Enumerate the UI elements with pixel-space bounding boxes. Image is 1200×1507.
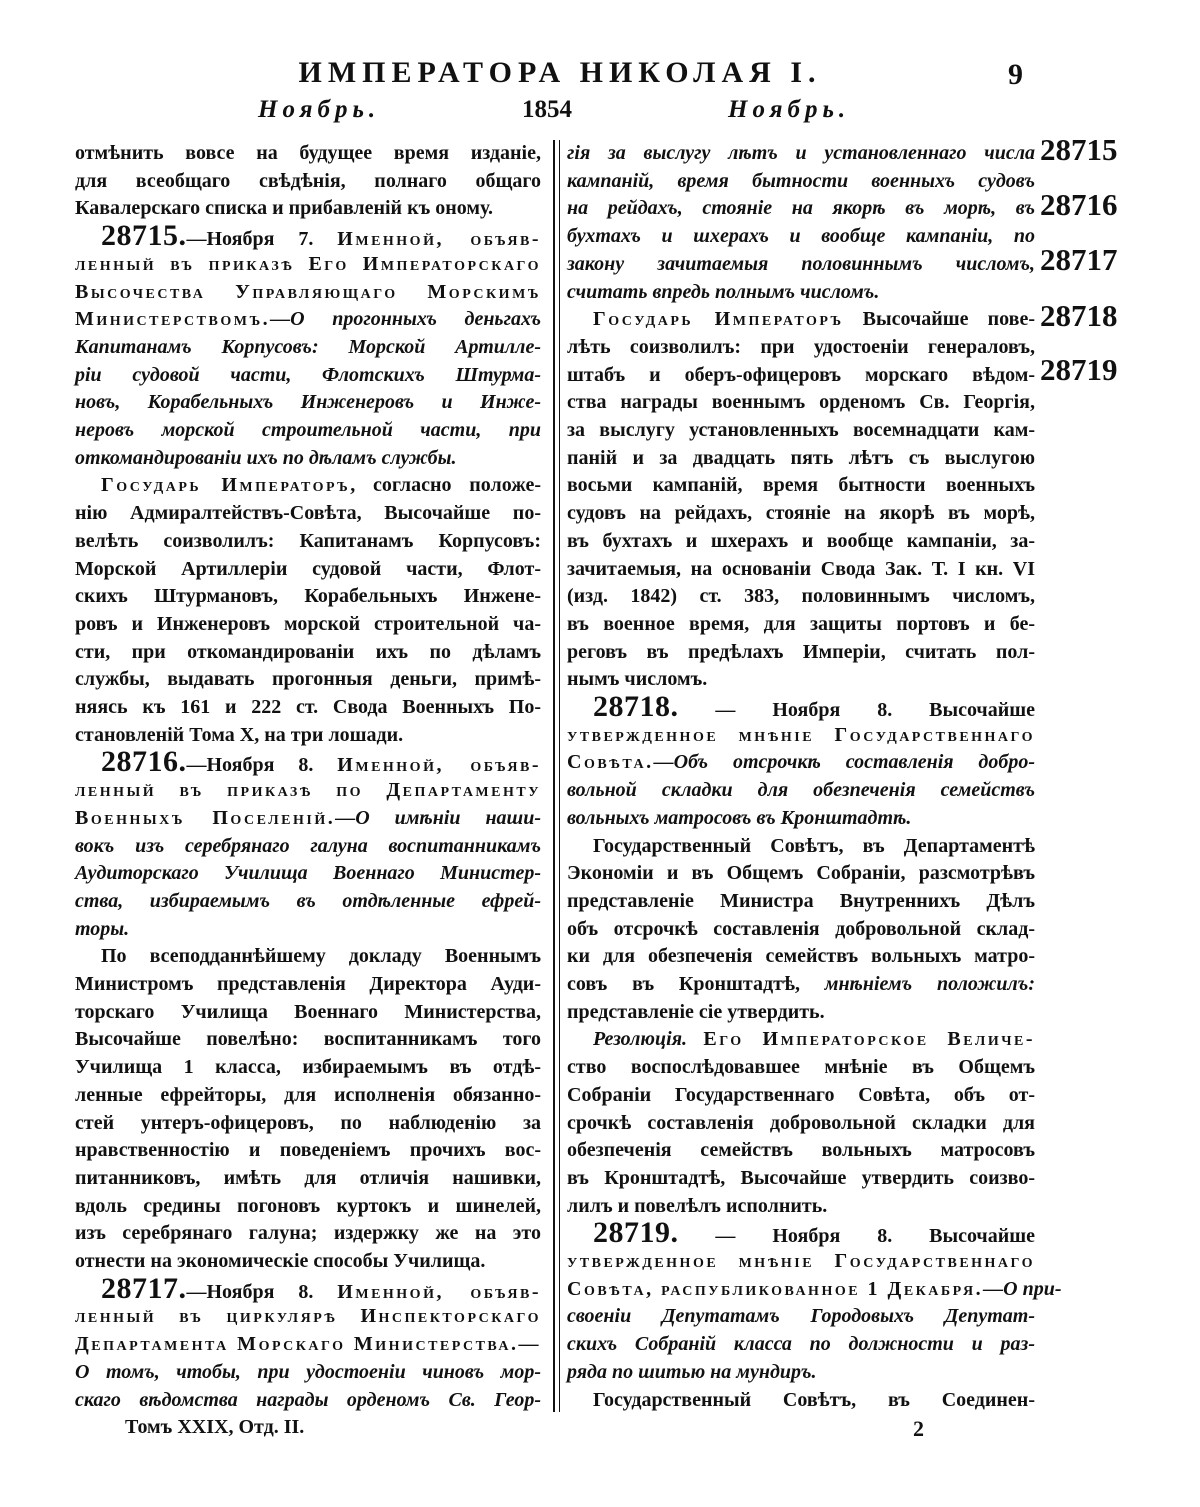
text-segment: —О имѣніи наши-	[335, 806, 541, 829]
text-segment: —Ноября 7.	[186, 228, 338, 251]
text-segment: —Ноября 8.	[186, 754, 338, 777]
text-line	[75, 1387, 541, 1413]
text-line	[75, 1026, 541, 1052]
text-segment: мнѣніемъ положилъ:	[824, 973, 1035, 995]
text-line	[567, 1303, 1035, 1329]
text-line	[567, 666, 1035, 692]
text-segment: срочкѣ составленія добровольной складки для	[567, 1111, 1035, 1134]
text-segment: няясь къ 161 и 222 ст. Свода Военныхъ По-	[75, 696, 541, 718]
text-line	[75, 251, 541, 277]
text-segment: восьми кампаній, время бытности военныхъ	[567, 474, 1035, 497]
text-segment: Морской Артиллеріи судовой части, Флот-	[75, 557, 541, 580]
text-segment: штабъ и оберъ-офицеровъ морскаго вѣдом-	[567, 363, 1035, 386]
text-line	[567, 1216, 1035, 1250]
text-segment: скихъ Собраній класса по должности и раз-	[567, 1333, 1035, 1356]
text-line	[567, 860, 1035, 886]
text-line	[75, 694, 541, 720]
text-segment: ства, избираемымъ въ отдѣленные ефрей-	[75, 889, 541, 912]
text-segment: отнести на экономическіе способы Училища.	[75, 1250, 486, 1272]
text-segment: лилъ и повелѣлъ исполнить.	[567, 1194, 828, 1217]
text-line	[567, 888, 1035, 914]
text-segment: своеніи Депутатамъ Городовыхъ Депутат-	[567, 1305, 1035, 1328]
text-segment: Совѣта.	[567, 751, 654, 774]
text-segment: скихъ Штурмановъ, Корабельныхъ Инжене-	[75, 585, 541, 608]
month-left: Ноябрь.	[258, 96, 381, 123]
text-segment: паній и за двадцать пять лѣтъ съ выслугою	[567, 446, 1035, 469]
text-line	[567, 1054, 1035, 1080]
text-line	[75, 528, 541, 554]
text-line	[75, 1303, 541, 1329]
text-line	[567, 1193, 1035, 1219]
text-segment: лѣть соизволилъ: при удостоеніи генераловъ,	[567, 335, 1035, 358]
text-line	[567, 417, 1035, 443]
text-line	[75, 140, 541, 166]
text-segment: —О при-	[983, 1277, 1062, 1300]
text-line	[567, 1026, 1035, 1052]
text-line	[567, 334, 1035, 360]
text-segment: обезпеченія семействъ вольныхъ матросовъ	[567, 1139, 1035, 1162]
text-segment: вдоль средины погоновъ куртокъ и шинелей,	[75, 1194, 541, 1217]
text-segment: Кавалерскаго списка и прибавленій къ оному.	[75, 197, 494, 220]
text-line	[75, 860, 541, 886]
text-line	[567, 389, 1035, 415]
text-line	[75, 1248, 541, 1274]
text-segment: закону зачитаемыя половиннымъ числомъ,	[567, 252, 1035, 275]
text-line	[567, 639, 1035, 665]
text-line	[567, 916, 1035, 942]
text-line	[75, 168, 541, 194]
text-segment: Собраніи Государственнаго Совѣта, объ от-	[567, 1083, 1035, 1106]
text-segment: ленный въ приказѣ Его Императорскаго	[75, 252, 541, 275]
text-line	[75, 389, 541, 415]
text-line	[75, 805, 541, 831]
text-line	[567, 1137, 1035, 1163]
text-segment: Училища 1 класса, избираемымъ въ отдѣ-	[75, 1056, 541, 1079]
text-line	[567, 1331, 1035, 1357]
text-line	[567, 999, 1035, 1025]
text-line	[567, 583, 1035, 609]
text-line	[567, 611, 1035, 637]
margin-number: 28715	[1040, 132, 1118, 167]
text-segment: въ военное время, для защиты портовъ и бе-	[567, 612, 1035, 635]
text-segment: вольной складки для обезпеченія семействъ	[567, 779, 1035, 802]
text-segment: Министерствомъ.	[75, 308, 271, 331]
text-segment: Государственный Совѣтъ, въ Департаментѣ	[593, 834, 1035, 857]
text-line	[567, 777, 1035, 803]
text-line	[567, 279, 1035, 305]
text-line	[567, 1248, 1035, 1274]
text-line	[567, 749, 1035, 775]
text-segment: отмѣнить вовсе на будущее время изданіе,	[75, 142, 541, 164]
running-head-title: ИМПЕРАТОРА НИКОЛАЯ I.	[298, 56, 822, 89]
text-segment: скаго вѣдомства награды орденомъ Св. Геор-	[75, 1388, 541, 1411]
text-line	[567, 833, 1035, 859]
text-line	[75, 306, 541, 332]
text-line	[567, 1276, 1062, 1302]
text-segment: ство воспослѣдовавшее мнѣніе въ Общемъ	[567, 1056, 1035, 1079]
text-segment: вольныхъ матросовъ въ Кронштадтѣ.	[567, 806, 912, 829]
text-line	[567, 306, 1035, 332]
text-segment: Его Императорское Величе-	[703, 1028, 1035, 1051]
text-segment: ленный въ циркулярѣ Инспекторскаго	[75, 1305, 541, 1328]
text-segment: (изд. 1842) ст. 383, половиннымъ числомъ,	[567, 585, 1035, 608]
text-segment: — Ноября 8. Высочайше	[678, 1225, 1035, 1248]
text-segment: бухтахъ и шхерахъ и вообще кампаніи, по	[567, 225, 1035, 248]
text-line	[75, 556, 541, 582]
text-segment: зачитаемыя, на основаніи Свода Зак. Т. I кн. VI	[567, 557, 1035, 580]
text-line	[75, 1220, 541, 1246]
text-line	[567, 500, 1035, 526]
text-line	[567, 1082, 1035, 1108]
text-line	[75, 500, 541, 526]
text-segment: —Объ отсрочкѣ составленія добро-	[653, 751, 1035, 774]
text-line	[567, 1359, 1035, 1385]
text-line	[75, 472, 541, 498]
text-segment: реговъ въ предѣлахъ Имперіи, считать пол-	[567, 640, 1035, 663]
text-line	[75, 362, 541, 388]
text-line	[567, 1110, 1035, 1136]
text-segment: Высочества Управляющаго Морскимъ	[75, 280, 541, 303]
text-segment: Государственный Совѣтъ, въ Соединен-	[593, 1388, 1035, 1411]
text-segment: въ Кронштадтѣ, Высочайше утвердить соизво-	[567, 1166, 1035, 1189]
text-segment: ровъ и Инженеровъ морской строительной ча-	[75, 612, 541, 635]
text-segment: совъ въ Кронштадтѣ,	[567, 973, 825, 995]
column-divider-thin	[559, 140, 560, 1412]
margin-number: 28718	[1040, 298, 1118, 333]
text-segment: въ бухтахъ и шхерахъ и вообще кампаніи, за-	[567, 529, 1035, 552]
text-line	[75, 745, 541, 779]
text-segment: кампаній, время бытности военныхъ судовъ	[567, 169, 1035, 192]
text-line	[567, 1387, 1035, 1413]
volume-footer: Томъ XXIX, Отд. II.	[125, 1416, 305, 1438]
text-line	[75, 916, 541, 942]
text-segment: сти, при откомандированіи ихъ по дѣламъ	[75, 640, 541, 663]
text-line	[75, 1271, 541, 1305]
text-segment: новъ, Корабельныхъ Инженеровъ и Инже-	[75, 391, 541, 414]
text-segment: —О прогонныхъ деньгахъ	[270, 308, 541, 331]
text-segment: , согласно положе-	[350, 474, 541, 497]
text-segment: Капитанамъ Корпусовъ: Морской Артилле-	[75, 335, 541, 358]
text-line	[75, 666, 541, 692]
page-number: 9	[1008, 58, 1023, 91]
text-line	[75, 1054, 541, 1080]
text-segment: на рейдахъ, стояніе на якорѣ въ морѣ, въ	[567, 197, 1035, 220]
text-segment: неровъ морской строительной части, при	[75, 419, 541, 441]
text-line	[567, 251, 1035, 277]
text-line	[75, 1137, 541, 1163]
text-segment: ки для обезпеченія семействъ вольныхъ матро-	[567, 945, 1035, 968]
text-line	[75, 639, 541, 665]
text-line	[567, 362, 1035, 388]
text-line	[567, 528, 1035, 554]
text-segment: считать впредь полнымъ числомъ.	[567, 280, 880, 303]
text-line	[75, 999, 541, 1025]
text-segment: Государь Императоръ	[593, 308, 844, 331]
text-segment: ства награды военнымъ орденомъ Св. Георгія,	[567, 391, 1035, 414]
text-line	[75, 1331, 541, 1357]
text-segment: —Ноября 8.	[186, 1280, 338, 1303]
text-segment: Именной, объяв-	[337, 228, 541, 251]
text-line	[75, 777, 541, 803]
text-segment: Министромъ представленія Директора Ауди-	[75, 973, 541, 995]
entry-number: 28717.	[101, 1271, 187, 1305]
text-segment: — Ноября 8. Высочайше	[678, 699, 1035, 721]
text-line	[567, 445, 1035, 471]
text-line	[567, 195, 1035, 221]
text-line	[75, 1193, 541, 1219]
text-segment: Именной, объяв-	[337, 1280, 541, 1303]
text-segment: Высочайше пове-	[843, 308, 1035, 331]
text-line	[567, 556, 1035, 582]
text-segment: стей унтеръ-офицеровъ, по наблюденію за	[75, 1111, 541, 1134]
text-segment: торы.	[75, 917, 130, 940]
text-line	[567, 140, 1035, 166]
text-line	[567, 722, 1035, 748]
text-line	[567, 472, 1035, 498]
text-segment: судовъ на рейдахъ, стояніе на якорѣ въ морѣ,	[567, 502, 1035, 525]
margin-number: 28717	[1040, 242, 1118, 277]
text-segment: изъ серебрянаго галуна; издержку же на это	[75, 1222, 541, 1245]
text-segment: гія за выслугу лѣтъ и установленнаго числа	[567, 142, 1035, 164]
text-line	[75, 943, 541, 969]
text-segment: Военныхъ Поселеній.	[75, 806, 336, 829]
column-divider	[553, 140, 555, 1412]
text-segment: утвержденное мнѣніе Государственнаго	[567, 723, 1035, 746]
text-line	[75, 1165, 541, 1191]
entry-number: 28719.	[593, 1216, 679, 1250]
text-segment: Государь Императоръ	[101, 474, 351, 497]
month-right: Ноябрь.	[728, 96, 851, 123]
text-line	[75, 888, 541, 914]
text-segment: торскаго Училища Военнаго Министерства,	[75, 1000, 541, 1023]
entry-number: 28715.	[101, 219, 187, 253]
text-line	[75, 722, 541, 748]
text-line	[75, 417, 541, 443]
text-line	[567, 1165, 1035, 1191]
text-segment: для всеобщаго свѣдѣнія, полнаго общаго	[75, 169, 541, 192]
text-segment: представленіе сіе утвердить.	[567, 1000, 825, 1023]
text-segment: Именной, объяв-	[337, 754, 541, 777]
text-segment: нымъ числомъ.	[567, 668, 708, 691]
entry-number: 28716.	[101, 745, 187, 779]
text-line	[75, 971, 541, 997]
text-segment: становленій Тома X, на три лошади.	[75, 723, 404, 746]
text-line	[75, 279, 541, 305]
margin-number: 28719	[1040, 352, 1118, 387]
text-segment: Экономіи и въ Общемъ Собраніи, разсмотрѣвъ	[567, 862, 1035, 885]
text-segment: По всеподданнѣйшему докладу Военнымъ	[101, 945, 541, 968]
text-line	[567, 943, 1035, 969]
text-segment: вокъ изъ серебрянаго галуна воспитанникамъ	[75, 834, 541, 857]
text-line	[75, 1082, 541, 1108]
text-segment: О томъ, чтобы, при удостоеніи чиновъ мор-	[75, 1360, 541, 1383]
text-line	[567, 971, 1035, 997]
text-line	[75, 445, 541, 471]
text-line	[567, 805, 1035, 831]
text-segment: за выслугу установленныхъ восемнадцати кам-	[567, 419, 1035, 441]
text-segment	[687, 1028, 703, 1050]
text-line	[75, 611, 541, 637]
text-segment: Высочайше повелѣно: воспитанникамъ того	[75, 1028, 541, 1051]
text-line	[567, 690, 1035, 723]
text-segment: Аудиторскаго Училища Военнаго Министер-	[75, 862, 541, 885]
text-segment: велѣть соизволилъ: Капитанамъ Корпусовъ:	[75, 529, 541, 552]
text-line	[75, 195, 541, 221]
text-segment: Резолюція.	[593, 1028, 687, 1051]
text-line	[567, 168, 1035, 194]
text-segment: ряда по шитью на мундиръ.	[567, 1360, 817, 1383]
year: 1854	[522, 96, 572, 123]
text-segment: ріи судовой части, Флотскихъ Штурма-	[75, 363, 541, 386]
text-segment: нравственностію и поведеніемъ прочихъ вос-	[75, 1139, 541, 1162]
text-segment: нію Адмиралтействъ-Совѣта, Высочайше по-	[75, 502, 541, 525]
text-segment: объ отсрочкѣ составленія добровольной склад-	[567, 917, 1035, 940]
text-line	[75, 219, 541, 253]
text-line	[75, 833, 541, 859]
text-line	[75, 583, 541, 609]
text-line	[567, 223, 1035, 249]
text-segment: утвержденное мнѣніе Государственнаго	[567, 1250, 1035, 1272]
text-segment: питанниковъ, имѣть для отличія нашивки,	[75, 1166, 541, 1189]
entry-number: 28718.	[593, 690, 679, 723]
text-line	[75, 1359, 541, 1385]
margin-number: 28716	[1040, 187, 1118, 222]
text-segment: Совѣта, распубликованное 1 Декабря.	[567, 1277, 984, 1300]
text-segment: ленные ефрейторы, для исполненія обязанно-	[75, 1083, 541, 1106]
text-segment: представленіе Министра Внутреннихъ Дѣлъ	[567, 889, 1035, 912]
text-segment: Департамента Морскаго Министерства.—	[75, 1333, 541, 1356]
signature-mark: 2	[913, 1416, 924, 1441]
text-line	[75, 1110, 541, 1136]
text-line	[75, 334, 541, 360]
text-segment: откомандированіи ихъ по дѣламъ службы.	[75, 446, 457, 469]
text-segment: ленный въ приказѣ по Департаменту	[75, 779, 541, 802]
text-segment: службы, выдавать прогонныя деньги, примѣ-	[75, 668, 541, 691]
